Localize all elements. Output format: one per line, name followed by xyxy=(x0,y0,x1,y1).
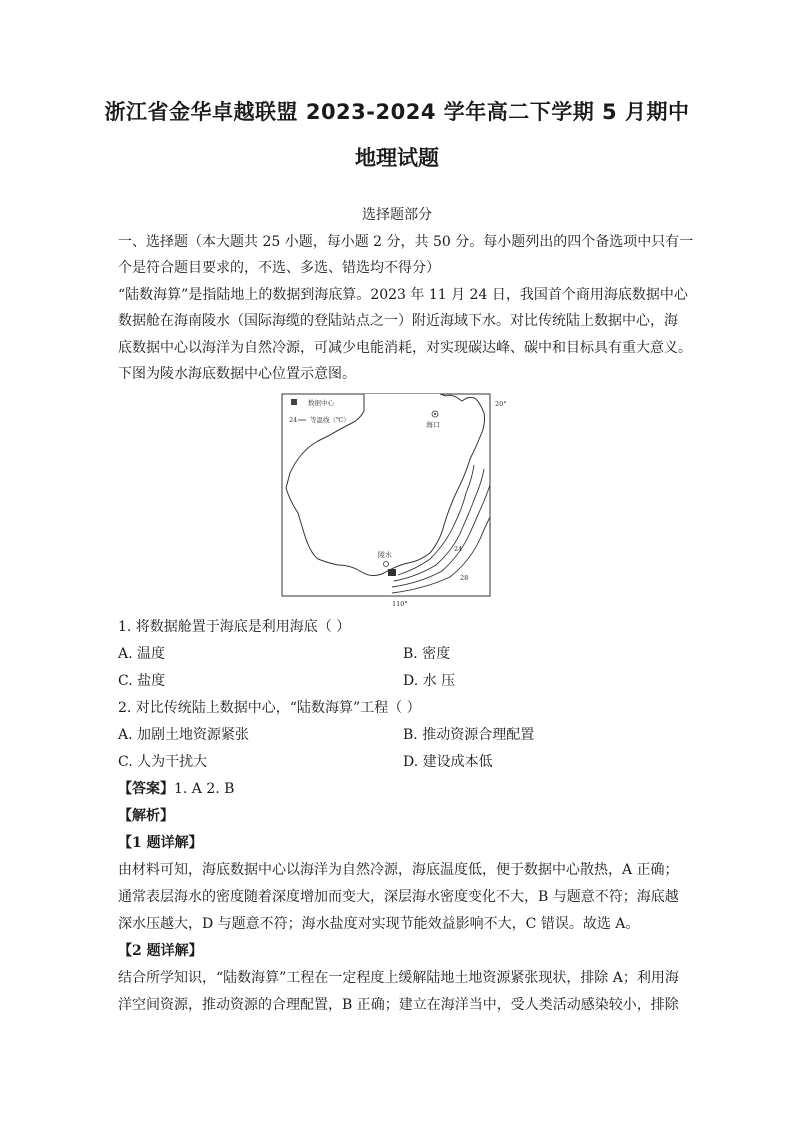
isotherm-24-label: 24 xyxy=(454,545,463,553)
q1-option-c: C. 盐度 xyxy=(118,673,166,689)
detail-1-line: 深水压越大，D 与题意不符；海水盐度对实现节能效益影响不大，C 错误。故选 A。 xyxy=(118,916,640,932)
detail-2-line: 洋空间资源，推动资源的合理配置，B 正确；建立在海洋当中，受人类活动感染较小，排除 xyxy=(118,997,679,1013)
legend-isotherm-label: 等温线（℃） xyxy=(310,416,350,424)
question-1-stem: 1. 将数据舱置于海底是利用海底（ ） xyxy=(118,619,351,635)
detail-1-label: 【1 题详解】 xyxy=(118,835,203,851)
city-haikou-label: 海口 xyxy=(426,421,440,429)
longitude-label: 110° xyxy=(392,600,408,608)
detail-1-line: 由材料可知，海底数据中心以海洋为自然冷源，海底温度低，便于数据中心散热，A 正确； xyxy=(118,862,679,878)
haikou-marker-dot xyxy=(434,413,436,415)
instructions-line: 个是符合题目要求的，不选、多选、错选均不得分） xyxy=(118,260,440,276)
q2-option-c: C. 人为干扰大 xyxy=(118,754,208,770)
city-lingshui-label: 陵水 xyxy=(378,551,392,559)
q2-option-a: A. 加剧土地资源紧张 xyxy=(118,727,250,743)
q2-option-d: D. 建设成本低 xyxy=(403,754,493,770)
analysis-label: 【解析】 xyxy=(118,808,174,824)
passage-line: 下图为陵水海底数据中心位置示意图。 xyxy=(118,366,356,382)
q1-option-d: D. 水 压 xyxy=(403,673,456,689)
legend-isotherm-value: 24 xyxy=(289,416,298,424)
q2-option-b: B. 推动资源合理配置 xyxy=(403,727,535,743)
answer-line xyxy=(118,776,234,802)
location-map xyxy=(280,393,512,613)
detail-2-line: 结合所学知识，“陆数海算”工程在一定程度上缓解陆地土地资源紧张现状，排除 A；利用海 xyxy=(118,970,679,986)
passage-line: “陆数海算”是指陆地上的数据到海底算。2023 年 11 月 24 日，我国首个商用海底数据中心 xyxy=(118,287,688,303)
instructions-line: 一、选择题（本大题共 25 小题，每小题 2 分，共 50 分。每小题列出的四个备选项中只有一 xyxy=(118,234,694,250)
q1-option-a: A. 温度 xyxy=(118,646,166,662)
answer-text: 1. A 2. B xyxy=(174,781,235,797)
legend-datacenter-icon xyxy=(291,399,297,405)
detail-2-label: 【2 题详解】 xyxy=(118,943,203,959)
datacenter-marker-icon xyxy=(388,569,396,576)
section-title: 选择题部分 xyxy=(362,207,432,223)
q1-option-b: B. 密度 xyxy=(403,646,451,662)
question-2-stem: 2. 对比传统陆上数据中心，“陆数海算”工程（ ） xyxy=(118,700,421,716)
passage-line: 数据舱在海南陵水（国际海缆的登陆站点之一）附近海域下水。对比传统陆上数据中心，海 xyxy=(118,313,678,329)
isotherm-28-label: 28 xyxy=(460,574,469,582)
document-subtitle: 地理试题 xyxy=(355,146,439,170)
answer-label: 【答案】 xyxy=(118,781,174,797)
passage-line: 底数据中心以海洋为自然冷源，可减少电能消耗，对实现碳达峰、碳中和目标具有重大意义。 xyxy=(118,340,692,356)
latitude-label: 20° xyxy=(495,400,507,408)
legend-datacenter-label: 数据中心 xyxy=(308,399,334,407)
document-title: 浙江省金华卓越联盟 2023-2024 学年高二下学期 5 月期中 xyxy=(104,100,690,124)
detail-1-line: 通常表层海水的密度随着深度增加而变大，深层海水密度变化不大，B 与题意不符；海底越 xyxy=(118,889,679,905)
